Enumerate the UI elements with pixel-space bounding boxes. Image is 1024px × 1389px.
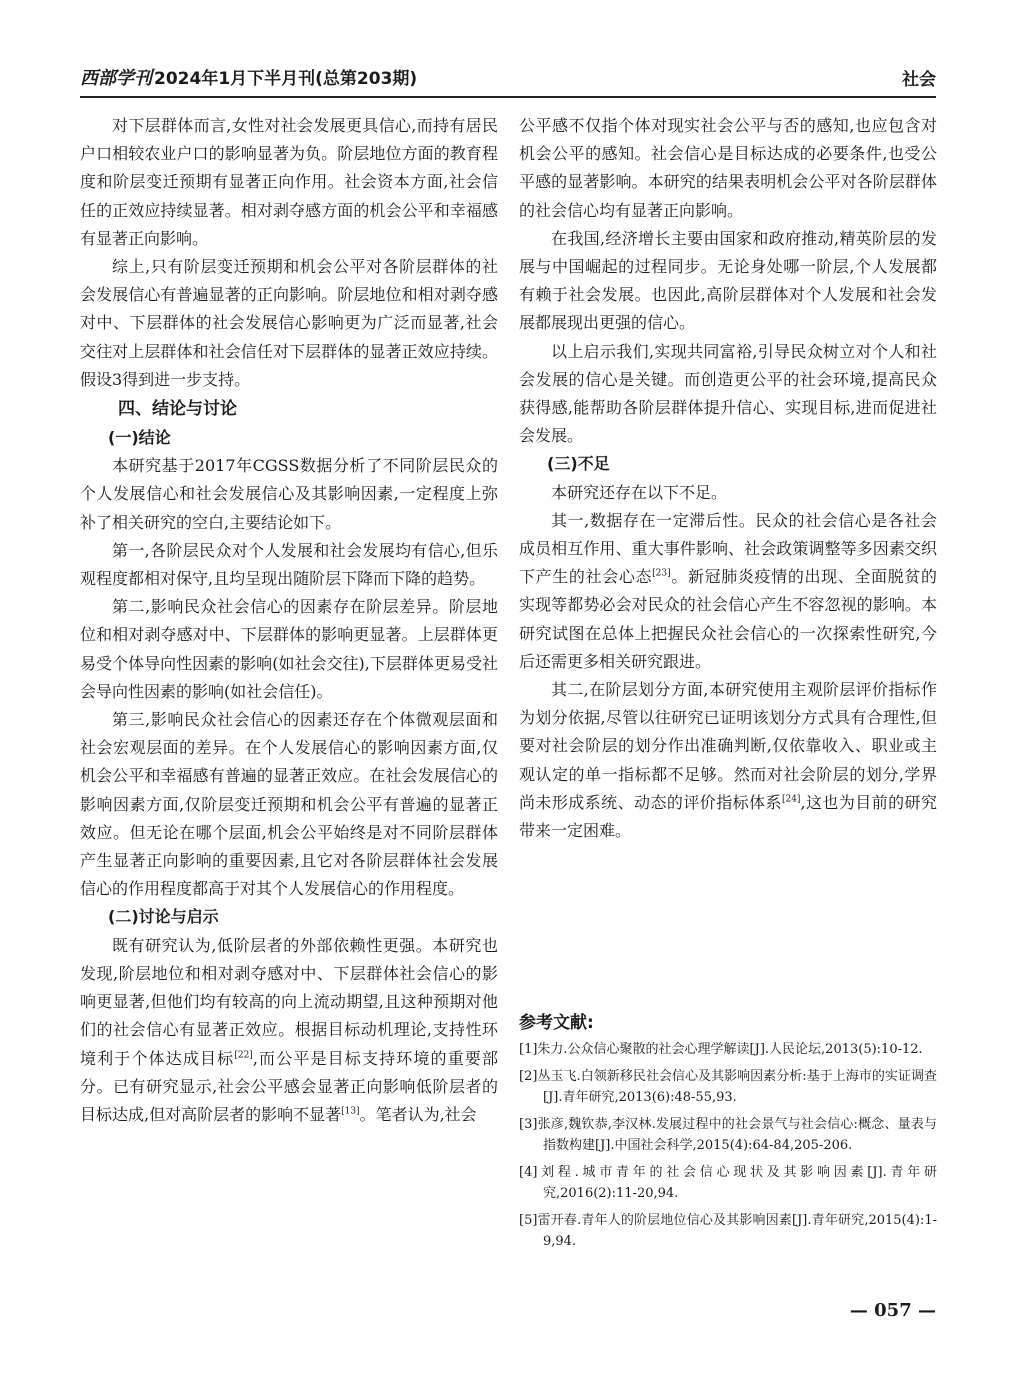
text-run: ,这也为目前的研究带来一定困难。 [519, 792, 937, 841]
journal-title [80, 64, 417, 90]
paragraph: 对下层群体而言,女性对社会发展更具信心,而持有居民户口相较农业户口的影响显著为负。阶层地位方面的教育程度和阶层变迁预期有显著正向作用。社会资本方面,社会信任的正效应持续显著。相对剥夺感方面的机会公平和幸福感有显著正向影响。 [80, 116, 498, 248]
paragraph: 综上,只有阶层变迁预期和机会公平对各阶层群体的社会发展信心有普遍显著的正向影响。阶层地位和相对剥夺感对中、下层群体的社会发展信心影响更为广泛而显著,社会交往对上层群体和社会信任对下层群体的显著正效应持续。假设3得到进一步支持。 [80, 257, 498, 389]
left-column [80, 112, 498, 1129]
page-header [80, 60, 936, 98]
paragraph [519, 676, 937, 845]
text-run: 。新冠肺炎疫情的出现、全面脱贫的实现等都势必会对民众的社会信心产生不容忽视的影响。本研究试图在总体上把握民众社会信心的一次探索性研究,今后还需更多相关研究跟进。 [519, 567, 937, 671]
reference-item: [1]朱力.公众信心聚散的社会心理学解读[J].人民论坛,2013(5):10-12. [519, 1042, 923, 1057]
page-number: — 057 — [849, 1300, 936, 1321]
reference-item: [5]雷开春.青年人的阶层地位信心及其影响因素[J].青年研究,2015(4):1-9,94. [519, 1212, 937, 1249]
reference-item: [2]丛玉飞.白领新移民社会信心及其影响因素分析:基于上海市的实证调查[J].青年研究,2013(6):48-55,93. [519, 1068, 937, 1105]
citation: [23] [652, 568, 671, 579]
citation: [24] [781, 794, 801, 805]
references-title: 参考文献: [519, 1013, 594, 1033]
reference-item: [4]刘程.城市青年的社会信心现状及其影响因素[J].青年研究,2016(2):11-20,94. [519, 1164, 937, 1201]
paragraph: 本研究基于2017年CGSS数据分析了不同阶层民众的个人发展信心和社会发展信心及其影响因素,一定程度上弥补了相关研究的空白,主要结论如下。 [80, 456, 498, 532]
paragraph: 公平感不仅指个体对现实社会公平与否的感知,也应包含对机会公平的感知。社会信心是目标达成的必要条件,也受公平感的显著影响。本研究的结果表明机会公平对各阶层群体的社会信心均有显著正向影响。 [519, 116, 937, 220]
paragraph: 第一,各阶层民众对个人发展和社会发展均有信心,但乐观程度都相对保守,且均呈现出随阶层下降而下降的趋势。 [80, 540, 498, 589]
section-label: 社会 [902, 70, 936, 90]
text-run: ,而公平是目标支持环境的重要部分。已有研究显示,社会公平感会显著正向影响低阶层者的目标达成,但对高阶层者的影响不显著 [80, 1048, 498, 1124]
journal-logo: 西部学刊 [80, 68, 152, 89]
paragraph: 第二,影响民众社会信心的因素存在阶层差异。阶层地位和相对剥夺感对中、下层群体的影响更显著。上层群体更易受个体导向性因素的影响(如社会交往),下层群体更易受社会导向性因素的影响(如社会信任)。 [80, 597, 498, 701]
references [519, 1008, 937, 1258]
reference-list [519, 1039, 937, 1253]
citation: [13] [341, 1106, 360, 1117]
subsection-heading: (一)结论 [108, 428, 171, 448]
citation: [22] [234, 1050, 253, 1061]
right-column [519, 112, 937, 845]
paragraph: 本研究还存在以下不足。 [551, 482, 728, 502]
text-run: 其二,在阶层划分方面,本研究使用主观阶层评价指标作为划分依据,尽管以往研究已证明该划分方式具有合理性,但要对社会阶层的划分作出准确判断,仅依靠收入、职业或主观认定的单一指标都不足够。然而对社会阶层的划分,学界尚未形成系统、动态的评价指标体系 [519, 680, 937, 812]
subsection-heading: (三)不足 [547, 454, 610, 474]
text-run: 其一,数据存在一定滞后性。民众的社会信心是各社会成员相互作用、重大事件影响、社会政策调整等多因素交织下产生的社会心态 [519, 510, 937, 587]
paragraph [519, 507, 937, 676]
issue-info: 2024年1月下半月刊(总第203期) [154, 69, 418, 89]
text-run: 。笔者认为,社会 [359, 1104, 477, 1124]
text-run: 既有研究认为,低阶层者的外部依赖性更强。本研究也发现,阶层地位和相对剥夺感对中、下层群体社会信心的影响更显著,但他们均有较高的向上流动期望,且这种预期对他们的社会信心有显著正效应。根据目标动机理论,支持性环境利于个体达成目标 [80, 935, 498, 1068]
section-heading: 四、结论与讨论 [118, 399, 237, 420]
paragraph: 第三,影响民众社会信心的因素还存在个体微观层面和社会宏观层面的差异。在个人发展信心的影响因素方面,仅机会公平和幸福感有普遍的显著正效应。在社会发展信心的影响因素方面,仅阶层变迁预期和机会公平有普遍的显著正效应。但无论在哪个层面,机会公平始终是对不同阶层群体产生显著正向影响的重要因素,且它对各阶层群体社会发展信心的作用程度都高于对其个人发展信心的作用程度。 [80, 710, 498, 899]
paragraph [80, 932, 498, 1129]
paragraph: 在我国,经济增长主要由国家和政府推动,精英阶层的发展与中国崛起的过程同步。无论身处哪一阶层,个人发展都有赖于社会发展。也因此,高阶层群体对个人发展和社会发展都展现出更强的信心。 [519, 228, 937, 333]
reference-item: [3]张彦,魏钦恭,李汉林.发展过程中的社会景气与社会信心:概念、量表与指数构建[J].中国社会科学,2015(4):64-84,205-206. [519, 1116, 937, 1153]
subsection-heading: (二)讨论与启示 [108, 907, 219, 927]
paragraph: 以上启示我们,实现共同富裕,引导民众树立对个人和社会发展的信心是关键。而创造更公平的社会环境,提高民众获得感,能帮助各阶层群体提升信心、实现目标,进而促进社会发展。 [519, 341, 937, 446]
